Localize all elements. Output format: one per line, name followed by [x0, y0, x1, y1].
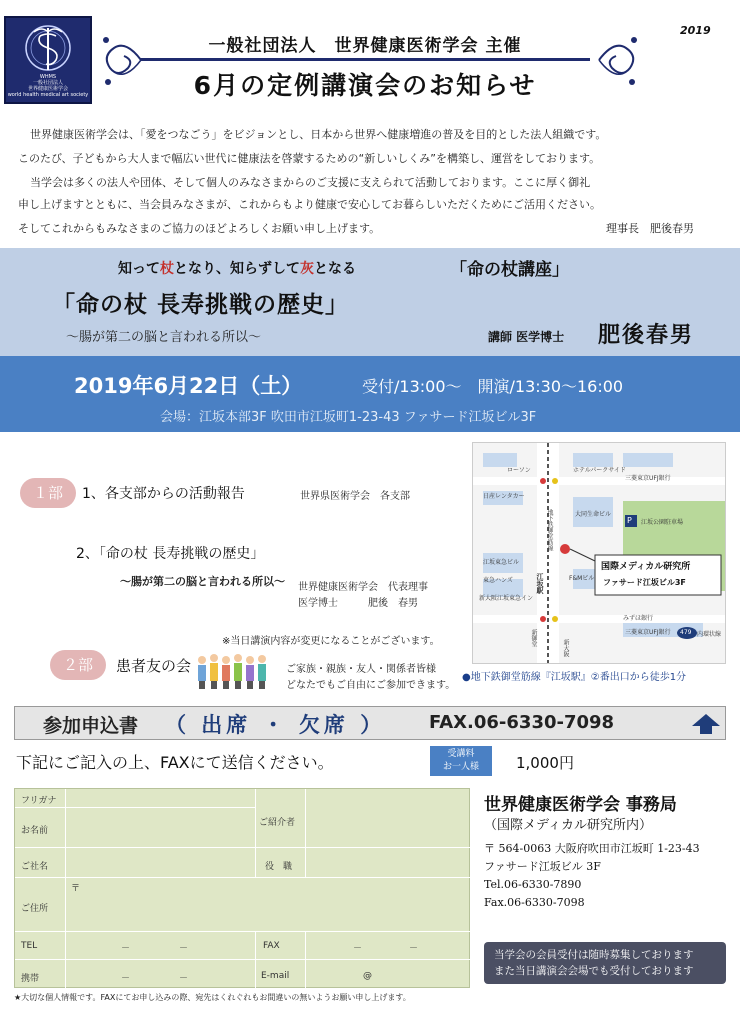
label-furigana: フリガナ [21, 796, 57, 806]
event-date: 2019年6月22日（土） [74, 374, 303, 398]
office-address-2: ファサード江坂ビル 3F [484, 860, 601, 873]
tagline-part-3: となり、知らずして [174, 261, 300, 277]
lecture-series: 「命の杖講座」 [450, 260, 569, 280]
form-instruction: 下記にご記入の上、FAXにて送信ください。 [16, 753, 334, 772]
program-item-2-presenter-2: 医学博士 肥後 春男 [298, 598, 418, 609]
header [0, 0, 740, 112]
left-ornament-icon [96, 20, 146, 100]
intro-line-3: 当学会は多くの法人や団体、そして個人のみなさまからのご支援に支えられて活動しております。ここに厚く御礼 [30, 176, 591, 189]
label-company: ご社名 [21, 862, 49, 872]
year-label: 2019 [680, 24, 711, 37]
map-label-line: 地下鉄御堂筋線 [546, 509, 553, 551]
org-logo [4, 16, 92, 104]
map-label-parking: 江坂公園駐車場 [641, 519, 684, 526]
map-label-fm: F&Mビル [569, 575, 595, 582]
program-item-1: 1、各支部からの活動報告 [82, 486, 245, 502]
office-tel: Tel.06-6330-7890 [484, 878, 582, 891]
tagline-part-1: 知って [118, 261, 160, 277]
intro-signature: 理事長 肥後春男 [606, 222, 694, 235]
office-subtitle: （国際メディカル研究所内） [484, 818, 652, 833]
intro-line-1: 世界健康医術学会は、「愛をつなごう」をビジョンとし、日本から世界へ健康増進の普及を目的とした法人組織です。 [30, 128, 607, 141]
intro-line-5: そしてこれからもみなさまのご協力のほどよろしくお願い申し上げます。 [18, 222, 381, 235]
map-label-inn: 新大阪江坂東急イン [479, 595, 534, 602]
speaker-name: 肥後春男 [598, 323, 695, 348]
logo-text-4: world health medical art society [7, 92, 89, 98]
date-band [0, 356, 740, 432]
intro-line-4: 申し上げますとともに、当会員みなさまが、これからもより健康で安心してお暮らしいただくためにご活用ください。 [18, 198, 601, 211]
tagline-part-5: となる [314, 261, 356, 277]
title-rule [140, 58, 590, 61]
fax-dash-1: － [353, 944, 363, 954]
label-name: お名前 [21, 826, 49, 836]
event-times: 受付/13:00～ 開演/13:30～16:00 [362, 377, 624, 396]
label-referrer: ご紹介者 [259, 818, 296, 828]
program-item-2-subtitle: ～腸が第二の脳と言われる所以～ [120, 575, 285, 588]
registration-form [14, 788, 470, 988]
fee-label [430, 746, 492, 776]
office-fax: Fax.06-6330-7098 [484, 896, 585, 909]
people-group-icon [192, 650, 272, 692]
map-label-shinmido: 新御堂 [530, 629, 537, 647]
tel-dash-1: － [121, 944, 131, 954]
fax-dash-2: － [409, 944, 419, 954]
map-caption: ●地下鉄御堂筋線『江坂駅』②番出口から徒歩1分 [462, 672, 687, 683]
privacy-footnote: ★大切な個人情報です。FAXにてお申し込みの際、宛先はくれぐれもお間違いの無いようお願い申し上げます。 [14, 993, 411, 1002]
event-venue: 会場：江坂本部3F 吹田市江坂町1-23-43 ファサード江坂ビル3F [160, 410, 537, 425]
map-label-hands: 東急ハンズ [483, 577, 513, 584]
email-at: @ [363, 971, 372, 981]
office-address-1: 〒 564-0063 大阪府吹田市江坂町 1-23-43 [484, 842, 700, 855]
logo-text-1: WHMS [39, 74, 57, 80]
logo-text-2: 一般社団法人 [32, 80, 63, 86]
access-map [472, 442, 726, 664]
lecture-subtitle: ～腸が第二の脳と言われる所以～ [66, 330, 262, 345]
part2-desc-1: ご家族・親族・友人・関係者皆様 [286, 664, 436, 675]
program-item-2: 2、「命の杖 長寿挑戦の歴史」 [76, 546, 265, 562]
map-label-mizuho: みずほ銀行 [623, 615, 654, 622]
notice-line-2: また当日講演会会場でも受付しております [494, 965, 694, 977]
label-position: 役 職 [265, 862, 293, 872]
office-title: 世界健康医術学会 事務局 [484, 795, 677, 815]
lecture-tagline [118, 258, 356, 278]
map-label-rental: 日産レンタカー [483, 493, 525, 500]
fee-amount: 1,000円 [516, 754, 574, 772]
lecture-band [0, 248, 740, 356]
page-title: 6月の定例講演会のお知らせ [193, 71, 537, 100]
label-email: E-mail [261, 971, 290, 981]
part2-desc-2: どなたでもご自由にご参加できます。 [286, 680, 456, 691]
mobile-dash-2: － [179, 974, 189, 984]
map-target-name: 国際メディカル研究所 [601, 562, 691, 572]
tel-dash-2: － [179, 944, 189, 954]
notice-line-1: 当学会の会員受付は随時募集しております [494, 949, 694, 961]
logo-text-3: 世界健康医術学会 [27, 86, 68, 92]
map-label-bank2: 三菱東京UFJ銀行 [625, 629, 671, 636]
map-target-building: ファサード江坂ビル3F [603, 578, 686, 587]
membership-notice [484, 942, 726, 984]
lecture-title: 「命の杖 長寿挑戦の歴史」 [52, 292, 350, 318]
mobile-dash-1: － [121, 974, 131, 984]
part2-badge: ２部 [50, 650, 106, 680]
map-label-parking-mark: P [627, 516, 632, 525]
speaker-role: 講師 医学博士 [488, 330, 565, 344]
map-label-lawson: ローソン [507, 467, 531, 474]
tagline-part-2: 杖 [160, 261, 174, 277]
apply-bar [14, 706, 726, 740]
program-item-1-presenter: 世界県医術学会 各支部 [300, 491, 410, 502]
map-label-shin-osaka: 新大阪 [562, 639, 569, 657]
intro-line-2: このたび、子どもから大人まで幅広い世代に健康法を啓蒙するための“新しいしくみ”を構築し、運営をしております。 [18, 152, 601, 165]
fee-label-text: 受講料 お一人様 [442, 749, 479, 772]
arrow-up-icon [691, 713, 721, 735]
part2-title: 患者友の会 [116, 657, 192, 675]
organizer-line: 一般社団法人 世界健康医術学会 主催 [208, 36, 522, 56]
apply-label: 参加申込書 [43, 715, 139, 737]
label-address: ご住所 [21, 904, 49, 914]
program-item-2-presenter-1: 世界健康医術学会 代表理事 [298, 582, 428, 593]
map-label-station: 江坂駅 [536, 573, 544, 594]
fax-number: FAX.06-6330-7098 [429, 712, 615, 733]
map-label-toyoko: 江坂東急ビル [483, 559, 520, 566]
map-label-route: 479 [680, 629, 692, 636]
map-label-naikan: 内環状線 [697, 631, 722, 638]
map-label-building: 大同生命ビル [575, 511, 612, 518]
map-label-hotel: ホテルパークサイド [573, 467, 626, 474]
label-tel: TEL [21, 941, 38, 951]
attendance-choice[interactable]: （ 出席 ・ 欠席 ） [165, 713, 386, 737]
tagline-part-4: 灰 [300, 261, 314, 277]
label-postal: 〒 [71, 884, 81, 894]
change-note: ※当日講演内容が変更になることがございます。 [222, 636, 440, 647]
label-mobile: 携帯 [21, 974, 40, 984]
map-label-bank1: 三菱東京UFJ銀行 [625, 475, 671, 482]
part1-badge: １部 [20, 478, 76, 508]
right-ornament-icon [594, 20, 644, 100]
label-fax: FAX [263, 941, 280, 951]
